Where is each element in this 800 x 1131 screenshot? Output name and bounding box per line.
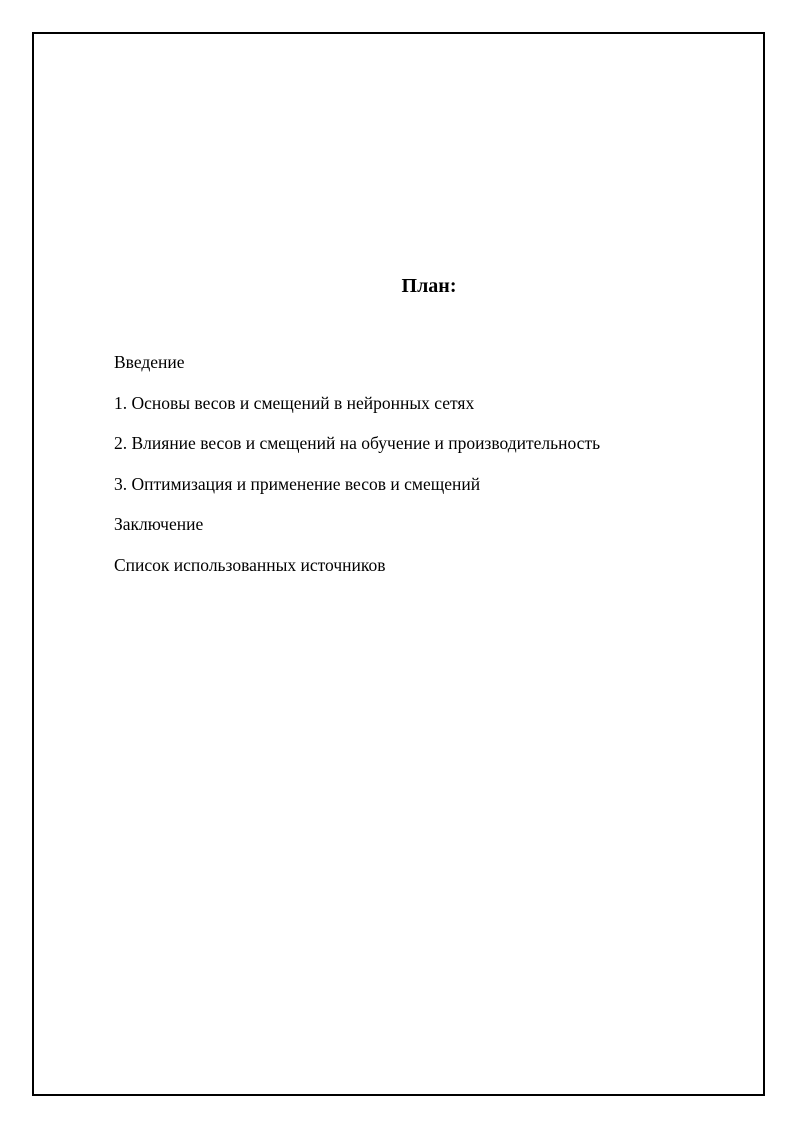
toc-item-introduction: Введение <box>114 352 185 372</box>
toc-item-references: Список использованных источников <box>114 554 386 575</box>
toc-item-conclusion: Заключение <box>114 514 204 534</box>
toc-item-chapter-2: 2. Влияние весов и смещений на обучение и производительность <box>114 433 601 453</box>
page-title: План: <box>401 275 457 297</box>
toc-item-chapter-3: 3. Оптимизация и применение весов и смещений <box>114 473 481 494</box>
table-of-contents <box>114 350 600 593</box>
toc-item-chapter-1: 1. Основы весов и смещений в нейронных сетях <box>114 392 475 413</box>
